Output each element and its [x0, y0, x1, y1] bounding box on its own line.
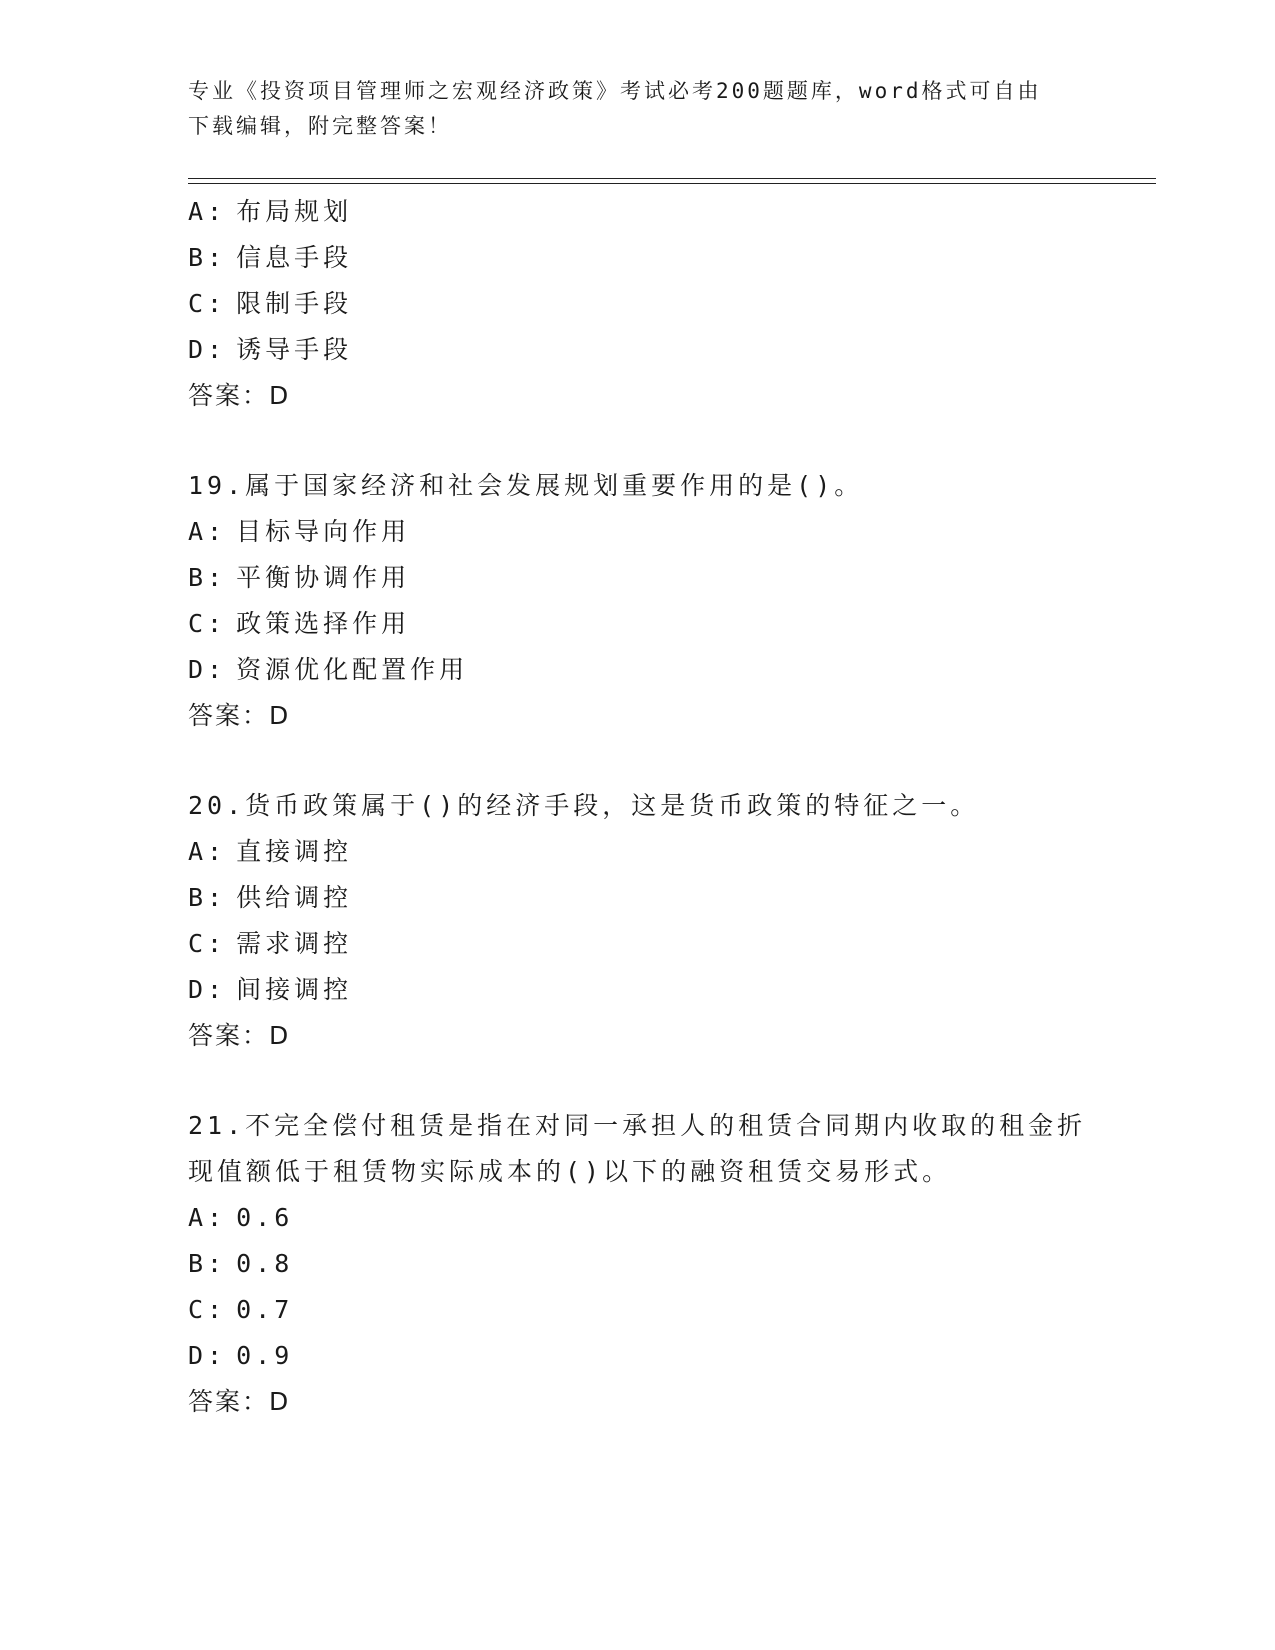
- question-text: 20.货币政策属于()的经济手段，这是货币政策的特征之一。: [188, 791, 980, 820]
- option-text: 资源优化配置作用: [236, 655, 469, 684]
- answer-line: 答案：D: [188, 1387, 291, 1416]
- question-21: [188, 1103, 1088, 1425]
- option-a: [188, 189, 1088, 235]
- header-line-2: 下载编辑，附完整答案！: [188, 114, 452, 138]
- option-a: [188, 829, 1088, 875]
- option-letter: C:: [188, 289, 227, 318]
- option-d: [188, 1333, 1088, 1379]
- option-text: 直接调控: [236, 837, 353, 866]
- question-text: 19.属于国家经济和社会发展规划重要作用的是()。: [188, 471, 864, 500]
- option-d: [188, 967, 1088, 1013]
- answer-line: 答案：D: [188, 381, 291, 410]
- option-text: 间接调控: [236, 975, 353, 1004]
- answer-line: 答案：D: [188, 701, 291, 730]
- option-a: [188, 1195, 1088, 1241]
- option-letter: D:: [188, 1341, 227, 1370]
- option-text: 0.6: [236, 1203, 294, 1232]
- option-b: [188, 555, 1088, 601]
- option-text: 需求调控: [236, 929, 353, 958]
- option-letter: A:: [188, 197, 227, 226]
- option-b: [188, 235, 1088, 281]
- header-divider-top: [188, 178, 1156, 179]
- option-letter: C:: [188, 609, 227, 638]
- option-text: 目标导向作用: [236, 517, 411, 546]
- option-c: [188, 1287, 1088, 1333]
- option-text: 供给调控: [236, 883, 353, 912]
- option-text: 平衡协调作用: [236, 563, 411, 592]
- option-letter: B:: [188, 883, 227, 912]
- option-b: [188, 1241, 1088, 1287]
- option-text: 政策选择作用: [236, 609, 411, 638]
- answer-line: 答案：D: [188, 1021, 291, 1050]
- question-continued: [188, 189, 1088, 419]
- header-divider-bottom: [188, 183, 1156, 184]
- option-letter: B:: [188, 243, 227, 272]
- question-list: [188, 189, 1088, 1425]
- option-letter: B:: [188, 1249, 227, 1278]
- option-text: 诱导手段: [236, 335, 353, 364]
- option-letter: A:: [188, 837, 227, 866]
- option-letter: A:: [188, 517, 227, 546]
- option-b: [188, 875, 1088, 921]
- option-d: [188, 327, 1088, 373]
- option-letter: D:: [188, 335, 227, 364]
- question-text-line-1: 21.不完全偿付租赁是指在对同一承担人的租赁合同期内收取的租金折: [188, 1111, 1087, 1140]
- option-c: [188, 921, 1088, 967]
- document-header: [188, 74, 1088, 144]
- option-text: 0.7: [236, 1295, 294, 1324]
- question-20: [188, 783, 1088, 1059]
- option-letter: C:: [188, 1295, 227, 1324]
- option-text: 0.8: [236, 1249, 294, 1278]
- option-letter: D:: [188, 655, 227, 684]
- option-text: 限制手段: [236, 289, 353, 318]
- option-letter: C:: [188, 929, 227, 958]
- question-19: [188, 463, 1088, 739]
- option-c: [188, 281, 1088, 327]
- header-line-1: 专业《投资项目管理师之宏观经济政策》考试必考200题题库，word格式可自由: [188, 79, 1042, 103]
- option-letter: B:: [188, 563, 227, 592]
- option-a: [188, 509, 1088, 555]
- option-text: 信息手段: [236, 243, 353, 272]
- option-text: 布局规划: [236, 197, 353, 226]
- option-c: [188, 601, 1088, 647]
- question-text-line-2: 现值额低于租赁物实际成本的()以下的融资租赁交易形式。: [188, 1157, 952, 1186]
- option-d: [188, 647, 1088, 693]
- option-letter: A:: [188, 1203, 227, 1232]
- option-letter: D:: [188, 975, 227, 1004]
- option-text: 0.9: [236, 1341, 294, 1370]
